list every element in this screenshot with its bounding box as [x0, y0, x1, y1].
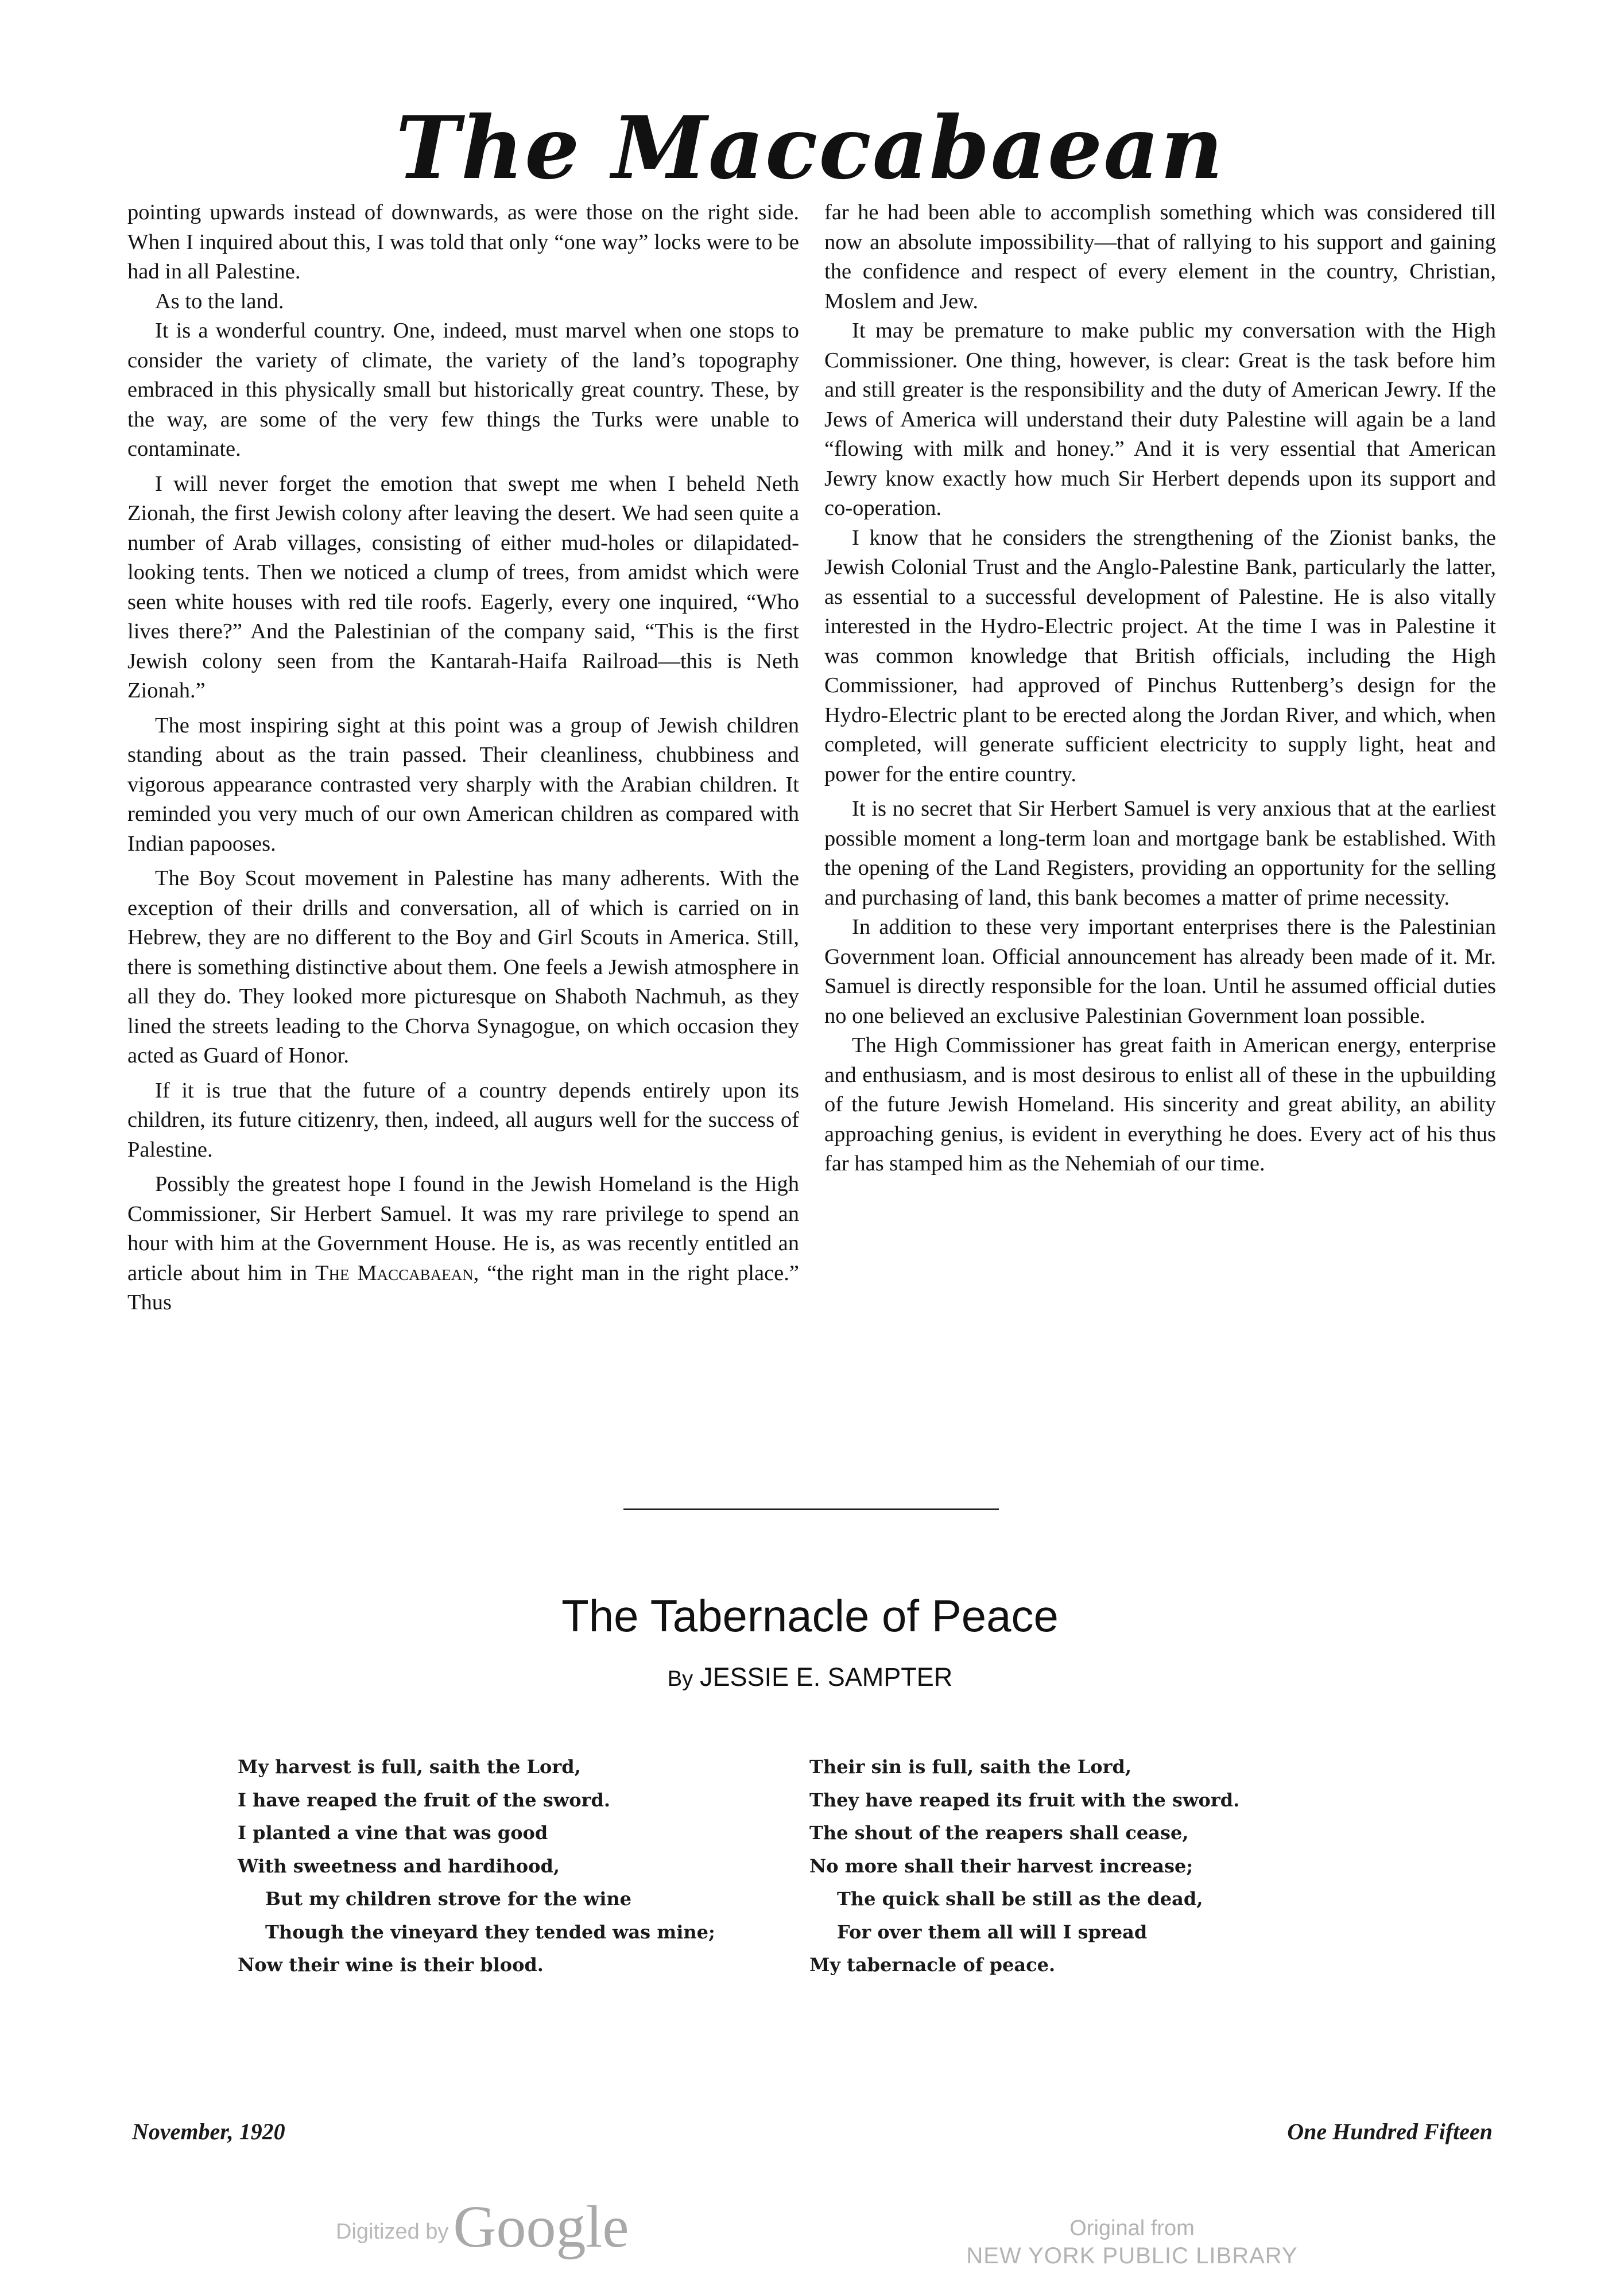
poem-line: Now their wine is their blood. [238, 1954, 544, 1976]
masthead: The Maccabaean [396, 98, 1224, 199]
article-paragraph: It is a wonderful country. One, indeed, must marvel when one stops to consider the variety of climate, the variety of the land’s topography embraced in this physically small but historically great country. These, by the way, are some of the very few things the Turks were unable to contaminate. [127, 319, 799, 461]
article-paragraph: The High Commissioner has great faith in American energy, enterprise and enthusiasm, and is most desirous to enlist all of these in the upbuilding of the future Jewish Homeland. His sincerity and great ability, an ability approaching genius, is evident in everything he does. Every act of his thus far has stamped him as the Nehemiah of our time. [824, 1033, 1496, 1176]
poem-line: The shout of the reapers shall cease, [809, 1822, 1189, 1844]
article-paragraph: The Boy Scout movement in Palestine has many adherents. With the exception of their drills and conversation, all of which is carried on in Hebrew, they are no different to the Boy and Girl Scouts in America. Still, there is something distinctive about them. One feels a Jewish atmosphere in all they do. They looked more picturesque on Shaboth Nachmuh, as they lined the streets leading to the Chorva Synagogue, on which occasion they acted as Guard of Honor. [127, 866, 799, 1068]
article-paragraph: far he had been able to accomplish something which was considered till now an absolute impossibility—that of rallying to his support and gaining the confidence and respect of every element in the country, Christian, Moslem and Jew. [824, 200, 1496, 313]
poem-line: I planted a vine that was good [238, 1822, 548, 1844]
poem-line: The quick shall be still as the dead, [837, 1888, 1203, 1910]
article-paragraph: It is no secret that Sir Herbert Samuel is very anxious that at the earliest possible moment a long-term loan and mortgage bank be established. With the opening of the Land Registers, providing an opportunity for the selling and purchasing of land, this bank becomes a matter of prime necessity. [824, 797, 1496, 910]
original-from-label: Original from [1069, 2216, 1195, 2240]
article-paragraph: The most inspiring sight at this point was a group of Jewish children standing about as the train passed. Their cleanliness, chubbiness and vigorous appearance contrasted very sharply with the Arabian children. It reminded you very much of our own American children as compared with Indian papooses. [127, 713, 799, 856]
digitized-by-label: Digitized by [336, 2220, 449, 2244]
digitized-by-watermark [336, 2193, 629, 2261]
poem-author: JESSIE E. SAMPTER [700, 1662, 953, 1692]
original-from-watermark [960, 2214, 1304, 2270]
article-left-column [127, 198, 799, 1318]
poem-byline [0, 1662, 1620, 1692]
poem-line: Though the vineyard they tended was mine; [265, 1921, 715, 1943]
magazine-name: The Maccabaean [315, 1261, 474, 1285]
poem-line: With sweetness and hardihood, [238, 1855, 560, 1877]
poem-line: But my children strove for the wine [265, 1888, 631, 1910]
footer-date: November, 1920 [132, 2119, 285, 2144]
article-paragraph: If it is true that the future of a country depends entirely upon its children, its future citizenry, then, indeed, all augurs well for the success of Palestine. [127, 1078, 799, 1162]
article-paragraph: pointing upwards instead of downwards, as were those on the right side. When I inquired about this, I was told that only “one way” locks were to be had in all Palestine. [127, 200, 799, 284]
article-paragraph-last [127, 1170, 799, 1318]
poem-line: I have reaped the fruit of the sword. [238, 1789, 610, 1811]
article-paragraph: In addition to these very important enterprises there is the Palestinian Government loan. Official announcement has already been made of it. Mr. Samuel is directly responsible for the loan. Until he assumed official duties no one believed an exclusive Palestinian Government loan possible. [824, 915, 1496, 1028]
poem-line: My tabernacle of peace. [809, 1954, 1056, 1976]
poem-line: My harvest is full, saith the Lord, [238, 1756, 581, 1778]
article-paragraph: It may be premature to make public my conversation with the High Commissioner. One thing, however, is clear: Great is the task before him and still greater is the responsibility and the duty of American Jewry. If the Jews of America will understand their duty Palestine will again be a land “flowing with milk and honey.” And it is very essential that American Jewry know exactly how much Sir Herbert depends upon its support and co-operation. [824, 319, 1496, 520]
article-right-column [824, 198, 1496, 1179]
article-paragraph: As to the land. [155, 289, 284, 313]
footer-page-number: One Hundred Fifteen [1287, 2119, 1493, 2144]
poem-line: Their sin is full, saith the Lord, [809, 1756, 1131, 1778]
google-logo: Google [453, 2194, 629, 2260]
article-paragraph: I know that he considers the strengthening of the Zionist banks, the Jewish Colonial Trust and the Anglo-Palestine Bank, particularly the latter, as essential to a successful development of Palestine. He is also vitally interested in the Hydro-Electric project. At the time I was in Palestine it was common knowledge that British officials, including the High Commissioner, had approved of Pinchus Ruttenberg’s design for the Hydro-Electric plant to be erected along the Jordan River, and which, when completed, will generate sufficient electricity to supply light, heat and power for the entire country. [824, 525, 1496, 786]
section-divider [623, 1508, 999, 1510]
poem-title: The Tabernacle of Peace [561, 1591, 1059, 1641]
poem-stanza-left [238, 1751, 715, 1982]
library-name: NEW YORK PUBLIC LIBRARY [966, 2243, 1298, 2268]
poem-line: For over them all will I spread [837, 1921, 1148, 1943]
article-paragraph: I will never forget the emotion that swept me when I beheld Neth Zionah, the first Jewish colony after leaving the desert. We had seen quite a number of Arab villages, consisting of either mud-holes or dilapidated-looking tents. Then we noticed a clump of trees, from amidst which were seen white houses with red tile roofs. Eagerly, every one inquired, “Who lives there?” And the Palestinian of the company said, “This is the first Jewish colony seen from the Kantarah-Haifa Railroad—this is Neth Zionah.” [127, 471, 799, 703]
byline-prefix: By [667, 1667, 693, 1691]
poem-line: No more shall their harvest increase; [809, 1855, 1193, 1877]
article-paragraph-text: Possibly the greatest hope I found in the Jewish Homeland is the High Commissioner, Sir Herbert Samuel. It was my rare privilege to spend an hour with him at the Government House. He is, as was recently entitled an article about him in [127, 1172, 799, 1285]
article-paragraph-text: , “the right man in the right place.” Thus [127, 1261, 799, 1314]
poem-line: They have reaped its fruit with the sword. [809, 1789, 1240, 1811]
poem-stanza-right [809, 1751, 1239, 1982]
